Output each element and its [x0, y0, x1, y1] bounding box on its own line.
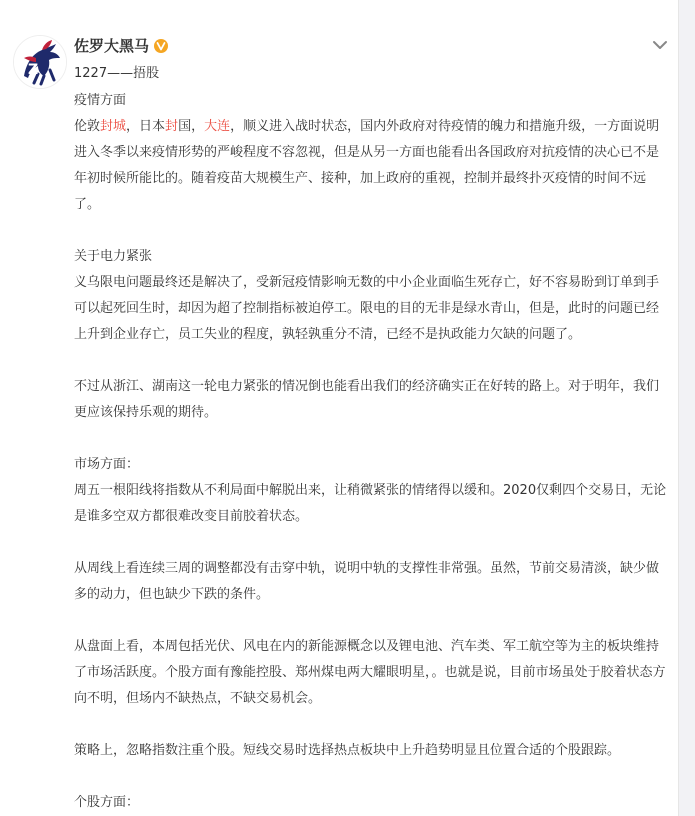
author-name[interactable]: 佐罗大黑马 — [74, 36, 150, 55]
text-span: 伦敦 — [74, 119, 101, 134]
avatar[interactable] — [13, 35, 67, 89]
highlight-lockdown[interactable]: 封城 — [100, 119, 127, 134]
paragraph-market-3: 从盘面上看，本周包括光伏、风电在内的新能源概念以及锂电池、汽车类、军工航空等为主的板块维持了市场活跃度。个股方面有豫能控股、郑州煤电两大耀眼明星，。也就是说，目前市场虽处于胶着状态方向不明，但场内不缺热点，不缺交易机会。 — [74, 639, 666, 706]
section-heading-epidemic: 疫情方面 — [74, 93, 127, 108]
paragraph-power-1: 义乌限电问题最终还是解决了，受新冠疫情影响无数的中小企业面临生死存亡，好不容易盼到订单到手可以起死回生时，却因为超了控制指标被迫停工。限电的目的无非是绿水青山，但是，此时的问题已经上升到企业存亡，员工失业的程度，孰轻孰重分不清，已经不是执政能力欠缺的问题了。 — [74, 275, 660, 342]
text-span: ，顺义进入战时状态，国内外政府对待疫情的魄力和措施升级，一方面说明进入冬季以来疫情形势的严峻程度不容忽视，但是从另一方面也能看出各国政府对抗疫情的决心已不是年初时候所能比的。随着疫苗大规模生产、接种，加上政府的重视，控制并最终扑灭疫情的时间不远了。 — [74, 119, 660, 212]
highlight-dalian[interactable]: 大连 — [204, 119, 231, 134]
paragraph-market-1: 周五一根阳线将指数从不利局面中解脱出来，让稍微紧张的情绪得以缓和。2020仅剩四个交易日，无论是谁多空双方都很难改变目前胶着状态。 — [74, 483, 667, 524]
post-subtitle: 1227——捂股 — [74, 66, 160, 81]
user-row — [74, 34, 168, 56]
paragraph-power-2: 不过从浙江、湖南这一轮电力紧张的情况倒也能看出我们的经济确实正在好转的路上。对于明年，我们更应该保持乐观的期待。 — [74, 379, 660, 420]
paragraph-market-2: 从周线上看连续三周的调整都没有击穿中轨，说明中轨的支撑性非常强。虽然，节前交易清淡，缺少做多的动力，但也缺少下跌的条件。 — [74, 561, 660, 602]
svg-text:Z: Z — [28, 62, 39, 78]
post-body — [74, 88, 670, 816]
paragraph-market-4: 策略上，忽略指数注重个股。短线交易时选择热点板块中上升趋势明显且位置合适的个股跟踪。 — [74, 743, 621, 758]
text-span: 国， — [178, 119, 205, 134]
section-heading-power: 关于电力紧张 — [74, 249, 153, 264]
section-heading-stocks: 个股方面： — [74, 795, 140, 810]
section-heading-market: 市场方面： — [74, 457, 140, 472]
horse-logo-icon — [14, 36, 66, 88]
text-span: ，日本 — [126, 119, 166, 134]
chevron-down-icon[interactable] — [648, 36, 672, 54]
verified-v-icon — [154, 38, 168, 52]
highlight-seal[interactable]: 封 — [165, 119, 179, 134]
paragraph-epidemic — [74, 114, 670, 218]
